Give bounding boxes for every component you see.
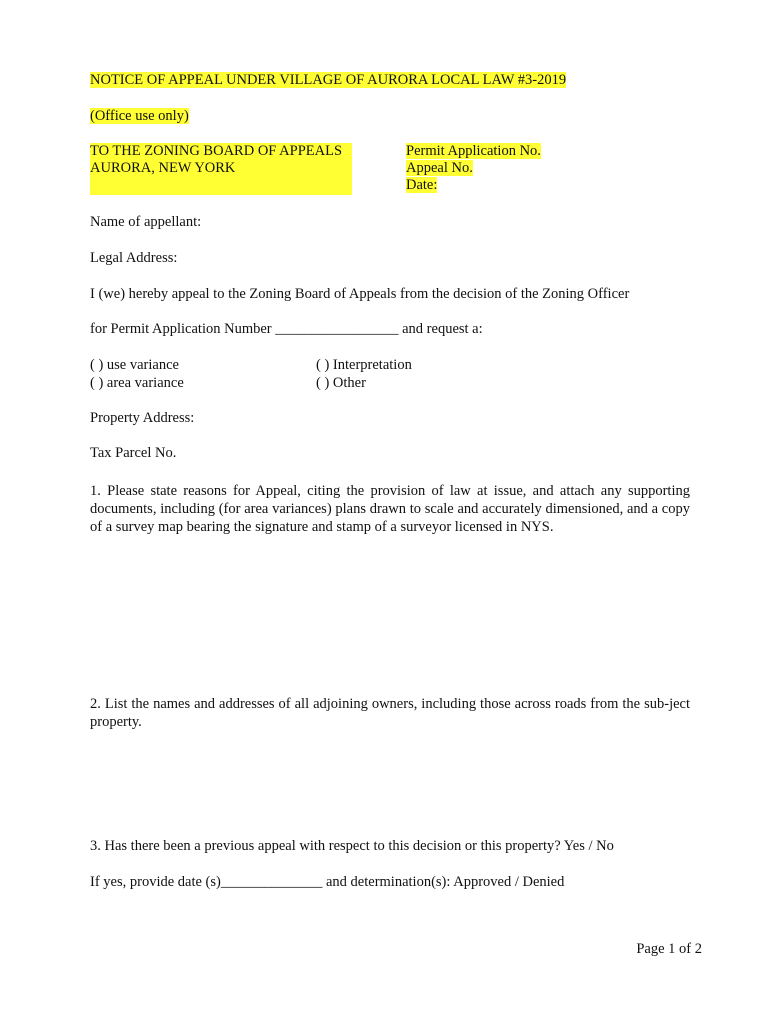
property-address-field[interactable]: Property Address: [90, 410, 195, 426]
question-1: 1. Please state reasons for Appeal, citing the provision of law at issue, and attach any supporting documents, including (for area variances) plans drawn to scale and accurately dimensioned, and a copy of a survey map bearing the signature and stamp of a surveyor licensed in NYS. [90, 483, 690, 535]
appeal-no-text: Appeal No. [406, 160, 473, 176]
permit-request-line[interactable]: for Permit Application Number _________________ and request a: [90, 321, 483, 337]
permit-application-no [406, 143, 541, 160]
form-title [90, 72, 566, 89]
appeal-no [406, 160, 473, 177]
office-date [406, 177, 437, 194]
question-3-followup: If yes, provide date (s)______________ and determination(s): Approved / Denied [90, 874, 565, 890]
appellant-name-field[interactable]: Name of appellant: [90, 214, 202, 230]
addressee-line2: AURORA, NEW YORK [90, 160, 236, 176]
other-option[interactable]: ( ) Other [316, 375, 366, 391]
addressee-line1: TO THE ZONING BOARD OF APPEALS [90, 143, 343, 159]
area-variance-option[interactable]: ( ) area variance [90, 375, 184, 391]
office-date-text: Date: [406, 177, 438, 193]
legal-address-field[interactable]: Legal Address: [90, 250, 178, 266]
interpretation-option[interactable]: ( ) Interpretation [316, 357, 412, 373]
appeal-statement: I (we) hereby appeal to the Zoning Board of Appeals from the decision of the Zoning Officer [90, 286, 630, 302]
permit-application-no-text: Permit Application No. [406, 143, 541, 159]
office-use-label [90, 108, 189, 125]
form-title-text: NOTICE OF APPEAL UNDER VILLAGE OF AURORA LOCAL LAW #3-2019 [90, 72, 567, 88]
use-variance-option[interactable]: ( ) use variance [90, 357, 179, 373]
question-3: 3. Has there been a previous appeal with respect to this decision or this property? Yes / No [90, 838, 614, 854]
office-use-text: (Office use only) [90, 108, 189, 124]
page-number: Page 1 of 2 [636, 941, 702, 957]
tax-parcel-field[interactable]: Tax Parcel No. [90, 445, 177, 461]
question-2: 2. List the names and addresses of all adjoining owners, including those across roads from the sub-ject property. [90, 696, 690, 730]
